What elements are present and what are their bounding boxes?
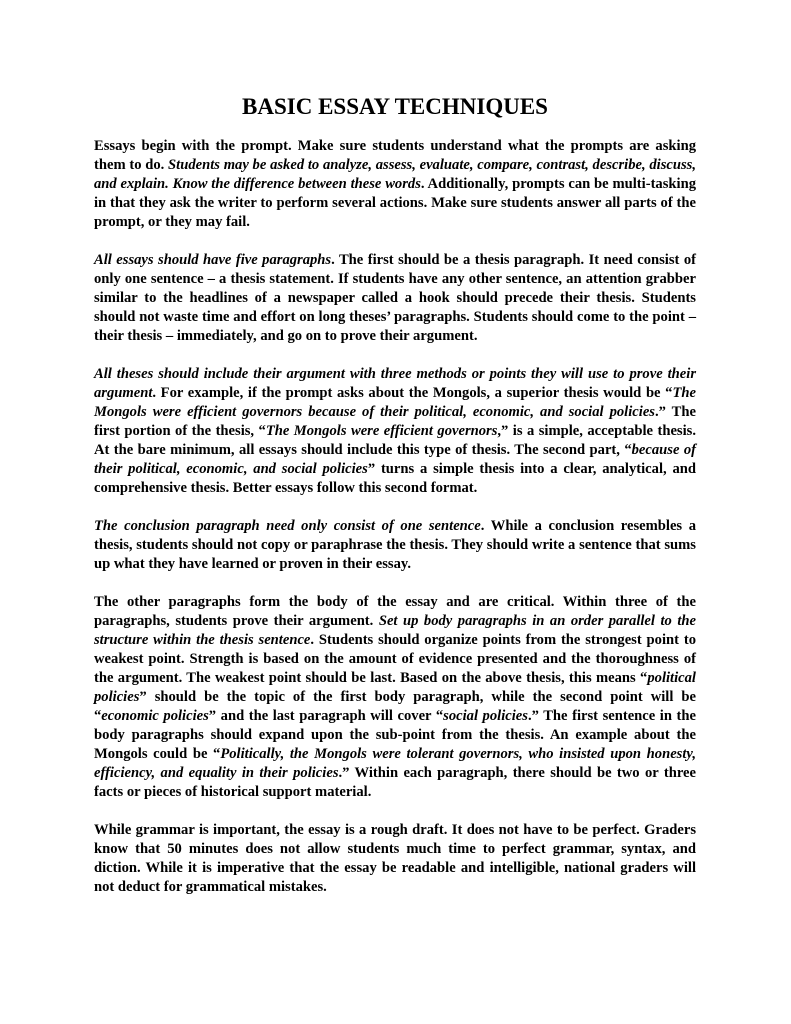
body-text: ” and the last paragraph will cover “: [208, 708, 444, 724]
emphasis-text: All essays should have five paragraphs: [94, 252, 332, 268]
paragraph-body: [94, 593, 696, 802]
body-text: ” turns a simple thesis into a clear, analytical, and comprehensive thesis. Better essays follow this second format.: [94, 461, 696, 496]
paragraph-thesis: [94, 365, 696, 498]
emphasis-text: The Mongols were efficient governors: [265, 423, 498, 439]
paragraph-five-paragraphs: [94, 251, 696, 346]
paragraph-prompt: [94, 137, 696, 232]
emphasis-text: Set up body paragraphs in an order parallel to the structure within the thesis sentence: [94, 613, 696, 648]
emphasis-text: because of their political, economic, and social policies: [94, 442, 696, 477]
emphasis-text: social policies: [443, 708, 528, 724]
body-text: .” Within each paragraph, there should be two or three facts or pieces of historical support material.: [94, 765, 696, 800]
body-text: The other paragraphs form the body of the essay and are critical. Within three of the paragraphs, students prove their argument.: [94, 594, 696, 629]
paragraph-grammar: [94, 821, 696, 897]
document-body: [94, 137, 696, 897]
body-text: .” The first portion of the thesis, “: [94, 404, 696, 439]
emphasis-text: Politically, the Mongols were tolerant governors, who insisted upon honesty, efficiency, and equality in their policies: [94, 746, 696, 781]
body-text: ” should be the topic of the first body paragraph, while the second point will be “: [94, 689, 696, 724]
emphasis-text: The conclusion paragraph need only consist of one sentence: [94, 518, 481, 534]
page-title: BASIC ESSAY TECHNIQUES: [242, 94, 548, 119]
body-text: . For example, if the prompt asks about the Mongols, a superior thesis would be “: [152, 385, 673, 401]
body-text: . The first should be a thesis paragraph. It need consist of only one sentence – a thesis statement. If students have any other sentence, an attention grabber similar to the headlines of a newspaper called a hook should precede their thesis. Students should not waste time and effort on long theses’ paragraphs. Students should come to the point – their thesis – immediately, and go on to prove their argument.: [94, 252, 696, 344]
body-text: Essays begin with the prompt. Make sure students understand what the prompts are asking them to do.: [94, 138, 696, 173]
emphasis-text: economic policies: [101, 708, 209, 724]
emphasis-text: The Mongols were efficient governors because of their political, economic, and social policies: [94, 385, 696, 420]
body-text: . Additionally, prompts can be multi-tasking in that they ask the writer to perform several actions. Make sure students answer all parts of the prompt, or they may fail.: [94, 176, 696, 230]
emphasis-text: political policies: [94, 670, 696, 705]
body-text: . Students should organize points from the strongest point to weakest point. Strength is based on the amount of evidence presented and the thoroughness of the argument. The weakest point should be last. Based on the above thesis, this means “: [94, 632, 696, 686]
body-text: While grammar is important, the essay is a rough draft. It does not have to be perfect. Graders know that 50 minutes does not allow students much time to perfect grammar, syntax, and diction. While it is imperative that the essay be readable and intelligible, national graders will not deduct for grammatical mistakes.: [94, 822, 696, 895]
body-text: ,” is a simple, acceptable thesis. At the bare minimum, all essays should include this type of thesis. The second part, “: [94, 423, 696, 458]
body-text: . While a conclusion resembles a thesis, students should not copy or paraphrase the thesis. They should write a sentence that sums up what they have learned or proven in their essay.: [94, 518, 697, 572]
emphasis-text: Students may be asked to analyze, assess, evaluate, compare, contrast, describe, discuss, and explain. Know the difference between these words: [94, 157, 696, 192]
emphasis-text: All theses should include their argument with three methods or points they will use to prove their argument: [94, 366, 696, 401]
body-text: .” The first sentence in the body paragraphs should expand upon the sub-point from the thesis. An example about the Mongols could be “: [94, 708, 696, 762]
paragraph-conclusion: [94, 517, 696, 574]
